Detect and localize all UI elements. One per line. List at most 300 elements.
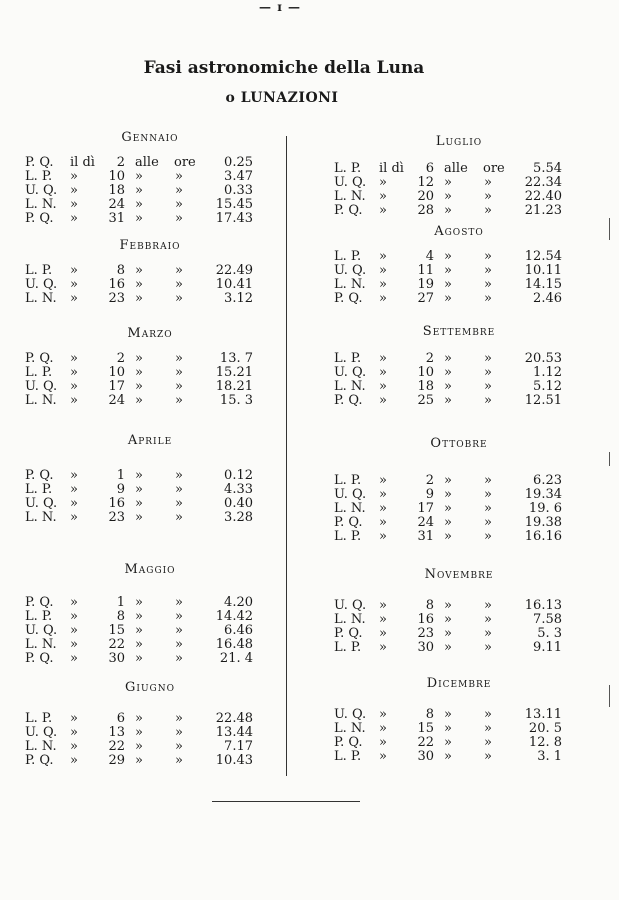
prefix: » bbox=[379, 515, 387, 530]
time: 10.41 bbox=[215, 277, 253, 292]
time: 16.48 bbox=[215, 637, 253, 652]
prefix: » bbox=[379, 749, 387, 764]
phase: P. Q. bbox=[25, 155, 54, 170]
phase: U. Q. bbox=[334, 175, 367, 190]
phase: U. Q. bbox=[25, 725, 58, 740]
time: 14.15 bbox=[524, 277, 562, 292]
day: 15 bbox=[108, 623, 125, 638]
ditto: » bbox=[444, 626, 452, 641]
phase: U. Q. bbox=[334, 365, 367, 380]
ditto: » bbox=[135, 365, 143, 380]
time: 12. 8 bbox=[528, 735, 562, 750]
time: 4.33 bbox=[224, 482, 253, 497]
prefix: » bbox=[70, 379, 78, 394]
lunation-row bbox=[334, 516, 584, 530]
phase: L. N. bbox=[25, 393, 57, 408]
day: 30 bbox=[417, 640, 434, 655]
footer-rule bbox=[212, 801, 360, 802]
ditto: » bbox=[484, 749, 492, 764]
phase: P. Q. bbox=[334, 393, 363, 408]
prefix: » bbox=[70, 197, 78, 212]
time: 6.23 bbox=[533, 473, 562, 488]
prefix: » bbox=[379, 277, 387, 292]
day: 23 bbox=[108, 291, 125, 306]
month-name: Marzo bbox=[127, 326, 173, 341]
time: 10.11 bbox=[524, 263, 562, 278]
edge-mark bbox=[609, 218, 610, 240]
time: 19. 6 bbox=[528, 501, 562, 516]
prefix: il dì bbox=[70, 155, 95, 170]
lunation-row bbox=[25, 497, 275, 511]
time: 3. 1 bbox=[537, 749, 562, 764]
day: 2 bbox=[116, 351, 125, 366]
month-name: Novembre bbox=[424, 567, 494, 582]
prefix: » bbox=[70, 637, 78, 652]
time: 15. 3 bbox=[219, 393, 253, 408]
time: 3.47 bbox=[224, 169, 253, 184]
phase: L. N. bbox=[334, 189, 366, 204]
time: 12.51 bbox=[524, 393, 562, 408]
phase: U. Q. bbox=[25, 623, 58, 638]
ditto: » bbox=[135, 609, 143, 624]
day: 9 bbox=[425, 487, 434, 502]
time: 4.20 bbox=[224, 595, 253, 610]
prefix: » bbox=[70, 277, 78, 292]
ditto: » bbox=[135, 637, 143, 652]
prefix: » bbox=[70, 651, 78, 666]
lunation-row bbox=[334, 292, 584, 306]
lunation-row bbox=[25, 198, 275, 212]
lunation-row bbox=[334, 474, 584, 488]
ditto: » bbox=[444, 365, 452, 380]
phase: L. N. bbox=[25, 637, 57, 652]
month-name: Aprile bbox=[127, 433, 173, 448]
lunation-row bbox=[334, 488, 584, 502]
time: 3.28 bbox=[224, 510, 253, 525]
lunation-row bbox=[25, 511, 275, 525]
phase: L. N. bbox=[334, 501, 366, 516]
ditto: » bbox=[444, 721, 452, 736]
prefix: » bbox=[70, 725, 78, 740]
ditto: » bbox=[444, 501, 452, 516]
phase: P. Q. bbox=[25, 651, 54, 666]
ditto: » bbox=[175, 595, 183, 610]
ditto: » bbox=[484, 249, 492, 264]
time: 0.12 bbox=[224, 468, 253, 483]
day: 6 bbox=[116, 711, 125, 726]
phase: L. N. bbox=[25, 197, 57, 212]
phase: P. Q. bbox=[25, 351, 54, 366]
time: 12.54 bbox=[524, 249, 562, 264]
month-dicembre bbox=[334, 674, 584, 764]
day: 8 bbox=[116, 609, 125, 624]
time: 7.17 bbox=[224, 739, 253, 754]
time: 7.58 bbox=[533, 612, 562, 627]
time: 13.44 bbox=[215, 725, 253, 740]
time: 13.11 bbox=[524, 707, 562, 722]
phase: L. P. bbox=[334, 640, 362, 655]
time: 5.12 bbox=[533, 379, 562, 394]
prefix: » bbox=[70, 496, 78, 511]
ditto: » bbox=[484, 626, 492, 641]
ditto: » bbox=[444, 249, 452, 264]
lunation-row bbox=[334, 627, 584, 641]
lunation-row bbox=[334, 190, 584, 204]
ditto: » bbox=[175, 365, 183, 380]
lunation-row bbox=[334, 176, 584, 190]
ditto: » bbox=[175, 510, 183, 525]
month-name: Febbraio bbox=[119, 238, 181, 253]
ditto: » bbox=[175, 711, 183, 726]
ditto: » bbox=[175, 291, 183, 306]
ditto: » bbox=[444, 707, 452, 722]
day: 18 bbox=[108, 183, 125, 198]
day: 20 bbox=[417, 189, 434, 204]
ditto: » bbox=[484, 203, 492, 218]
day: 2 bbox=[425, 351, 434, 366]
month-giugno bbox=[25, 678, 275, 768]
time: 6.46 bbox=[224, 623, 253, 638]
lunation-row bbox=[334, 708, 584, 722]
lunation-row bbox=[25, 184, 275, 198]
lunation-row bbox=[25, 610, 275, 624]
ditto: » bbox=[135, 169, 143, 184]
day: 4 bbox=[425, 249, 434, 264]
ditto: » bbox=[444, 515, 452, 530]
day: 9 bbox=[116, 482, 125, 497]
day: 22 bbox=[417, 735, 434, 750]
month-aprile bbox=[25, 431, 275, 525]
phase: L. P. bbox=[25, 482, 53, 497]
ditto: » bbox=[484, 735, 492, 750]
prefix: » bbox=[379, 735, 387, 750]
month-name: Luglio bbox=[435, 134, 483, 149]
month-agosto bbox=[334, 222, 584, 306]
ditto: » bbox=[135, 595, 143, 610]
month-febbraio bbox=[25, 236, 275, 306]
time: 10.43 bbox=[215, 753, 253, 768]
day: 19 bbox=[417, 277, 434, 292]
ditto: » bbox=[175, 393, 183, 408]
ditto: » bbox=[135, 183, 143, 198]
lunation-row bbox=[334, 204, 584, 218]
phase: P. Q. bbox=[25, 595, 54, 610]
lunation-row bbox=[334, 366, 584, 380]
ditto: » bbox=[175, 169, 183, 184]
lunation-row bbox=[25, 624, 275, 638]
phase: L. N. bbox=[334, 612, 366, 627]
ditto: » bbox=[135, 468, 143, 483]
ditto: » bbox=[444, 487, 452, 502]
prefix: » bbox=[379, 707, 387, 722]
time: 2.46 bbox=[533, 291, 562, 306]
time: 17.43 bbox=[215, 211, 253, 226]
ditto: » bbox=[484, 379, 492, 394]
lunation-row bbox=[334, 613, 584, 627]
prefix: » bbox=[70, 211, 78, 226]
ditto: » bbox=[175, 277, 183, 292]
prefix: » bbox=[70, 291, 78, 306]
ditto: » bbox=[135, 291, 143, 306]
day: 2 bbox=[116, 155, 125, 170]
edge-mark bbox=[609, 452, 610, 466]
time: 22.40 bbox=[524, 189, 562, 204]
ditto: » bbox=[175, 468, 183, 483]
day: 22 bbox=[108, 637, 125, 652]
month-name: Settembre bbox=[422, 324, 496, 339]
prefix: » bbox=[70, 263, 78, 278]
prefix: » bbox=[70, 623, 78, 638]
ditto: » bbox=[175, 211, 183, 226]
time: 0.40 bbox=[224, 496, 253, 511]
ditto: » bbox=[484, 598, 492, 613]
day: 30 bbox=[417, 749, 434, 764]
phase: L. N. bbox=[25, 510, 57, 525]
prefix: » bbox=[379, 487, 387, 502]
ditto: » bbox=[135, 393, 143, 408]
prefix: » bbox=[379, 189, 387, 204]
ditto: » bbox=[175, 379, 183, 394]
prefix: » bbox=[70, 468, 78, 483]
prefix: » bbox=[70, 183, 78, 198]
day: 6 bbox=[425, 161, 434, 176]
ditto: » bbox=[135, 277, 143, 292]
day: 23 bbox=[417, 626, 434, 641]
lunation-row bbox=[334, 641, 584, 655]
lunation-row bbox=[334, 250, 584, 264]
prefix: » bbox=[70, 739, 78, 754]
lunation-row bbox=[334, 380, 584, 394]
ditto: » bbox=[484, 707, 492, 722]
lunation-row bbox=[25, 292, 275, 306]
phase: P. Q. bbox=[334, 291, 363, 306]
time: 5. 3 bbox=[537, 626, 562, 641]
day: 10 bbox=[417, 365, 434, 380]
phase: U. Q. bbox=[25, 496, 58, 511]
phase: P. Q. bbox=[334, 626, 363, 641]
phase: U. Q. bbox=[25, 379, 58, 394]
prefix: » bbox=[379, 529, 387, 544]
phase: L. P. bbox=[25, 609, 53, 624]
prefix: » bbox=[379, 249, 387, 264]
lunation-row bbox=[334, 599, 584, 613]
ditto: » bbox=[484, 189, 492, 204]
phase: L. N. bbox=[25, 739, 57, 754]
page-subtitle: o LUNAZIONI bbox=[225, 90, 339, 106]
prefix: » bbox=[379, 379, 387, 394]
word-ore: ore bbox=[483, 161, 505, 176]
time: 22.34 bbox=[524, 175, 562, 190]
prefix: » bbox=[70, 482, 78, 497]
day: 27 bbox=[417, 291, 434, 306]
prefix: » bbox=[70, 351, 78, 366]
month-name: Giugno bbox=[125, 680, 175, 695]
time: 20. 5 bbox=[528, 721, 562, 736]
day: 1 bbox=[116, 468, 125, 483]
lunation-row bbox=[25, 264, 275, 278]
ditto: » bbox=[444, 640, 452, 655]
ditto: » bbox=[175, 753, 183, 768]
lunation-row bbox=[334, 736, 584, 750]
phase: P. Q. bbox=[25, 753, 54, 768]
day: 28 bbox=[417, 203, 434, 218]
lunation-row bbox=[25, 278, 275, 292]
lunation-row bbox=[334, 352, 584, 366]
time: 5.54 bbox=[533, 161, 562, 176]
month-name: Dicembre bbox=[426, 676, 492, 691]
ditto: » bbox=[444, 529, 452, 544]
ditto: » bbox=[484, 612, 492, 627]
lunation-row bbox=[25, 156, 275, 170]
ditto: » bbox=[135, 496, 143, 511]
ditto: » bbox=[484, 393, 492, 408]
lunation-row bbox=[25, 483, 275, 497]
time: 22.48 bbox=[215, 711, 253, 726]
phase: U. Q. bbox=[334, 707, 367, 722]
phase: L. N. bbox=[334, 277, 366, 292]
lunation-row bbox=[25, 712, 275, 726]
ditto: » bbox=[484, 263, 492, 278]
ditto: » bbox=[444, 473, 452, 488]
ditto: » bbox=[175, 623, 183, 638]
lunation-row bbox=[334, 502, 584, 516]
ditto: » bbox=[135, 379, 143, 394]
time: 0.25 bbox=[224, 155, 253, 170]
ditto: » bbox=[135, 263, 143, 278]
ditto: » bbox=[444, 263, 452, 278]
phase: L. P. bbox=[334, 351, 362, 366]
prefix: » bbox=[379, 263, 387, 278]
ditto: » bbox=[444, 393, 452, 408]
prefix: » bbox=[379, 473, 387, 488]
ditto: » bbox=[444, 612, 452, 627]
lunation-row bbox=[334, 394, 584, 408]
ditto: » bbox=[175, 651, 183, 666]
phase: L. P. bbox=[334, 161, 362, 176]
prefix: » bbox=[70, 510, 78, 525]
day: 25 bbox=[417, 393, 434, 408]
day: 11 bbox=[417, 263, 434, 278]
phase: P. Q. bbox=[334, 735, 363, 750]
prefix: » bbox=[379, 612, 387, 627]
prefix: » bbox=[379, 351, 387, 366]
lunation-row bbox=[25, 754, 275, 768]
ditto: » bbox=[444, 351, 452, 366]
time: 16.16 bbox=[524, 529, 562, 544]
time: 22.49 bbox=[215, 263, 253, 278]
time: 1.12 bbox=[533, 365, 562, 380]
time: 15.45 bbox=[215, 197, 253, 212]
day: 24 bbox=[417, 515, 434, 530]
prefix: » bbox=[70, 753, 78, 768]
phase: L. P. bbox=[334, 473, 362, 488]
ditto: » bbox=[484, 515, 492, 530]
phase: L. P. bbox=[25, 263, 53, 278]
phase: L. P. bbox=[25, 169, 53, 184]
ditto: » bbox=[135, 351, 143, 366]
word-alle: alle bbox=[444, 161, 468, 176]
time: 0.33 bbox=[224, 183, 253, 198]
lunation-row bbox=[334, 530, 584, 544]
ditto: » bbox=[484, 291, 492, 306]
day: 24 bbox=[108, 393, 125, 408]
prefix: » bbox=[379, 203, 387, 218]
day: 18 bbox=[417, 379, 434, 394]
ditto: » bbox=[444, 277, 452, 292]
time: 16.13 bbox=[524, 598, 562, 613]
phase: L. N. bbox=[334, 721, 366, 736]
month-name: Agosto bbox=[434, 224, 484, 239]
ditto: » bbox=[444, 749, 452, 764]
word-ore: ore bbox=[174, 155, 196, 170]
prefix: » bbox=[379, 291, 387, 306]
ditto: » bbox=[444, 175, 452, 190]
edge-mark bbox=[609, 685, 610, 707]
ditto: » bbox=[484, 721, 492, 736]
ditto: » bbox=[484, 640, 492, 655]
day: 16 bbox=[108, 277, 125, 292]
day: 2 bbox=[425, 473, 434, 488]
day: 16 bbox=[417, 612, 434, 627]
lunation-row bbox=[25, 394, 275, 408]
prefix: » bbox=[379, 365, 387, 380]
phase: U. Q. bbox=[25, 277, 58, 292]
ditto: » bbox=[135, 753, 143, 768]
ditto: » bbox=[484, 175, 492, 190]
ditto: » bbox=[175, 739, 183, 754]
prefix: » bbox=[70, 609, 78, 624]
lunation-row bbox=[25, 352, 275, 366]
ditto: » bbox=[444, 735, 452, 750]
phase: L. N. bbox=[25, 291, 57, 306]
time: 13. 7 bbox=[219, 351, 253, 366]
day: 17 bbox=[108, 379, 125, 394]
phase: U. Q. bbox=[334, 598, 367, 613]
ditto: » bbox=[175, 496, 183, 511]
ditto: » bbox=[484, 277, 492, 292]
phase: L. P. bbox=[25, 711, 53, 726]
lunation-row bbox=[334, 722, 584, 736]
time: 18.21 bbox=[215, 379, 253, 394]
phase: U. Q. bbox=[334, 487, 367, 502]
lunation-row bbox=[25, 469, 275, 483]
prefix: il dì bbox=[379, 161, 404, 176]
ditto: » bbox=[444, 189, 452, 204]
lunation-row bbox=[25, 726, 275, 740]
time: 21. 4 bbox=[219, 651, 253, 666]
lunation-row bbox=[334, 750, 584, 764]
ditto: » bbox=[444, 598, 452, 613]
day: 13 bbox=[108, 725, 125, 740]
day: 12 bbox=[417, 175, 434, 190]
day: 16 bbox=[108, 496, 125, 511]
ditto: » bbox=[175, 482, 183, 497]
ditto: » bbox=[175, 637, 183, 652]
ditto: » bbox=[135, 623, 143, 638]
prefix: » bbox=[70, 365, 78, 380]
month-luglio bbox=[334, 132, 584, 218]
day: 10 bbox=[108, 169, 125, 184]
day: 15 bbox=[417, 721, 434, 736]
phase: P. Q. bbox=[25, 468, 54, 483]
ditto: » bbox=[175, 183, 183, 198]
lunation-row bbox=[25, 652, 275, 666]
lunation-row bbox=[25, 596, 275, 610]
prefix: » bbox=[379, 626, 387, 641]
prefix: » bbox=[379, 393, 387, 408]
month-novembre bbox=[334, 565, 584, 655]
ditto: » bbox=[484, 529, 492, 544]
